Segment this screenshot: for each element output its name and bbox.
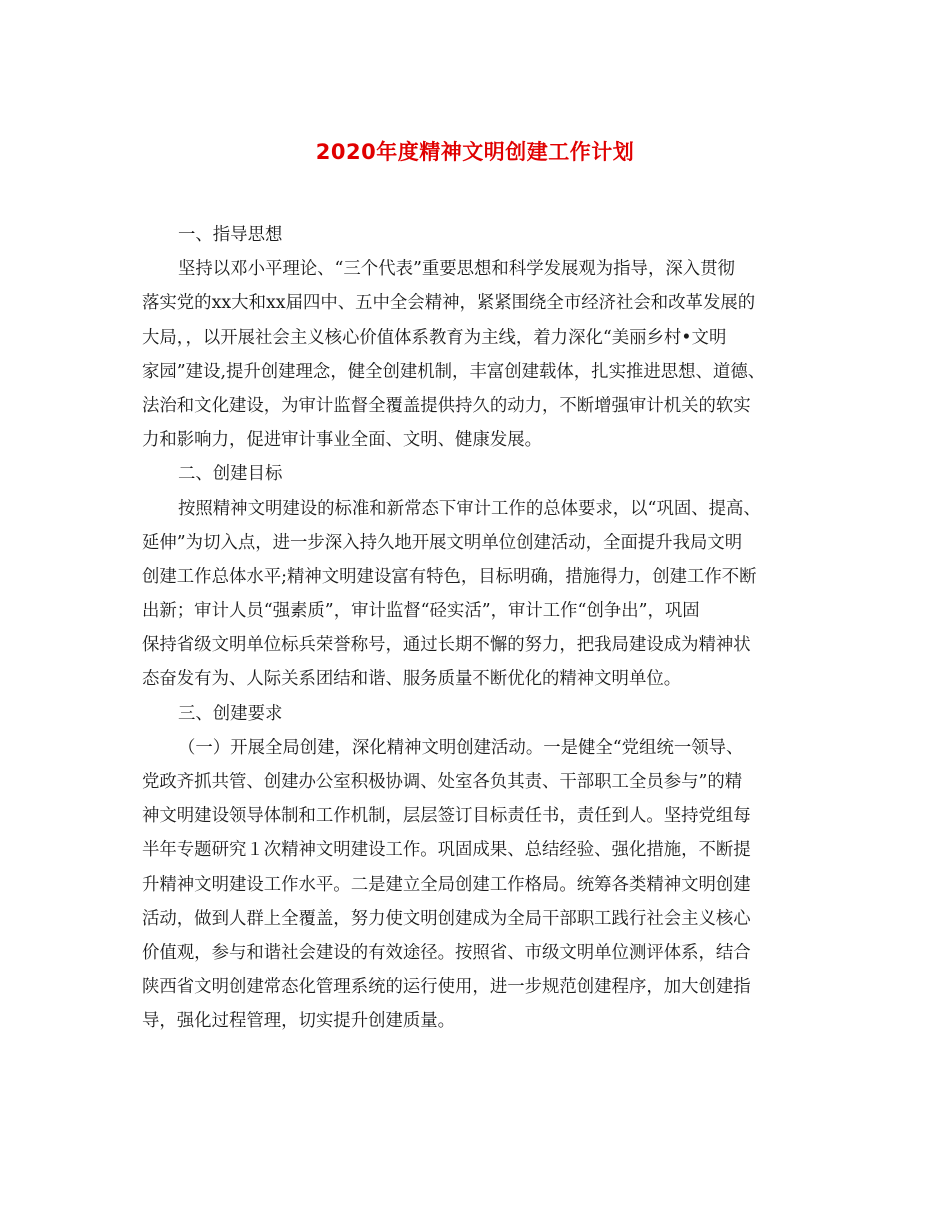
paragraph-line: 神文明建设领导体制和工作机制，层层签订目标责任书，责任到人。坚持党组每: [142, 806, 751, 827]
paragraph-line: 导，强化过程管理，切实提升创建质量。: [142, 1011, 456, 1032]
paragraph-line: 活动，做到人群上全覆盖，努力使文明创建成为全局干部职工践行社会主义核心: [142, 908, 751, 929]
paragraph-line: 半年专题研究１次精神文明建设工作。巩固成果、总结经验、强化措施，不断提: [142, 840, 751, 861]
paragraph-line: 大局，，以开展社会主义核心价值体系教育为主线，着力深化“美丽乡村•文明: [142, 327, 727, 348]
section-heading: 一、指导思想: [178, 225, 283, 245]
paragraph-line: 法治和文化建设，为审计监督全覆盖提供持久的动力，不断增强审计机关的软实: [142, 395, 751, 416]
document-title: 2020年度精神文明创建工作计划: [315, 140, 635, 164]
paragraph-line: 延伸”为切入点，进一步深入持久地开展文明单位创建活动，全面提升我局文明: [142, 532, 743, 553]
paragraph-line: 态奋发有为、人际关系团结和谐、服务质量不断优化的精神文明单位。: [142, 669, 682, 690]
paragraph-line: 坚持以邓小平理论、“三个代表”重要思想和科学发展观为指导，深入贯彻: [178, 259, 735, 280]
document-body: [142, 218, 814, 1039]
paragraph-line: 升精神文明建设工作水平。二是建立全局创建工作格局。统筹各类精神文明创建: [142, 874, 751, 895]
paragraph-line: 落实党的xx大和xx届四中、五中全会精神，紧紧围绕全市经济社会和改革发展的: [142, 293, 756, 314]
section-heading: 二、创建目标: [178, 464, 283, 485]
paragraph-line: 家园”建设,提升创建理念，健全创建机制，丰富创建载体，扎实推进思想、道德、: [142, 361, 766, 382]
paragraph-line: 党政齐抓共管、创建办公室积极协调、处室各负其责、干部职工全员参与”的精: [142, 772, 743, 792]
paragraph-line: 按照精神文明建设的标准和新常态下审计工作的总体要求，以“巩固、提高、: [178, 498, 761, 519]
paragraph-line: 保持省级文明单位标兵荣誉称号，通过长期不懈的努力，把我局建设成为精神状: [142, 635, 751, 656]
paragraph-line: （一）开展全局创建，深化精神文明创建活动。一是健全“党组统一领导、: [178, 737, 744, 758]
paragraph-line: 价值观，参与和谐社会建设的有效途径。按照省、市级文明单位测评体系，结合: [142, 942, 751, 963]
section-heading: 三、创建要求: [178, 703, 283, 724]
paragraph-line: 力和影响力，促进审计事业全面、文明、健康发展。: [142, 430, 542, 451]
paragraph-line: 创建工作总体水平;精神文明建设富有特色，目标明确，措施得力，创建工作不断: [142, 566, 757, 587]
paragraph-line: 出新；审计人员“强素质”，审计监督“硁实活”，审计工作“创争出”，巩固: [142, 601, 700, 622]
paragraph-line: 陕西省文明创建常态化管理系统的运行使用，进一步规范创建程序，加大创建指: [142, 977, 751, 998]
